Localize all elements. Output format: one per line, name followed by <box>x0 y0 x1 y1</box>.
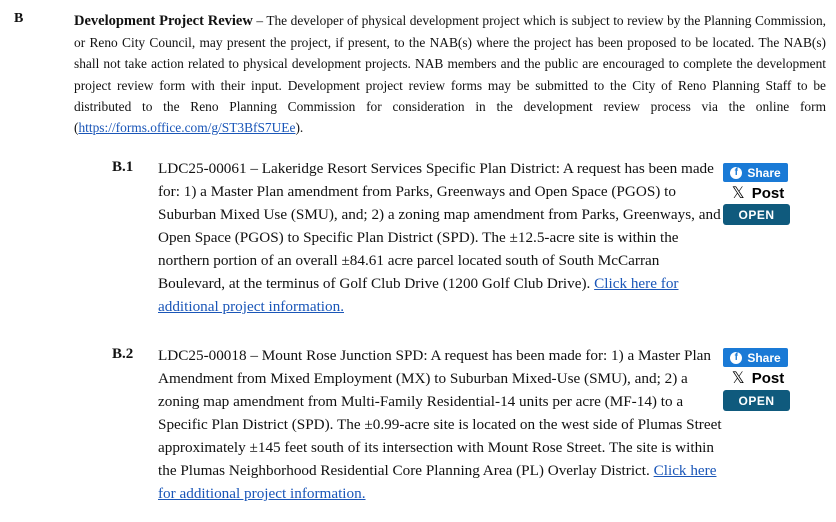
x-logo-icon: 𝕏 <box>731 370 745 387</box>
section-letter: B <box>14 11 24 26</box>
x-post-button[interactable] <box>727 368 789 388</box>
facebook-share-button[interactable] <box>723 348 788 367</box>
item-number-b2: B.2 <box>112 346 134 362</box>
share-label: Share <box>747 165 781 180</box>
form-link[interactable]: https://forms.office.com/g/ST3BfS7UEe <box>78 120 296 136</box>
item-description: LDC25-00061 – Lakeridge Resort Services Specific Plan District: A request has been made for: 1) a Master Plan amendment from Parks, Greenways and Open Space (PGOS) to Suburban Mixed Use (SMU), and; 2) a zoning map amendment from Parks, Greenways, and Open Space (PGOS) to Specific Plan District (SPD). The ±12.5-acre site is within the northern portion of an overall ±84.61 acre parcel located south of South McCarran Boulevard, at the terminus of Golf Club Drive (1200 Golf Club Drive). <box>158 160 721 292</box>
heading-dash: – <box>252 13 267 28</box>
item-text-b1 <box>158 157 723 318</box>
facebook-icon: f <box>730 352 742 364</box>
facebook-share-button[interactable] <box>723 163 788 182</box>
x-logo-icon: 𝕏 <box>731 185 745 202</box>
item-text-b2 <box>158 344 723 505</box>
intro-text-end: ). <box>295 120 304 136</box>
item-number-b1: B.1 <box>112 159 134 175</box>
share-label: Share <box>747 350 781 365</box>
open-button[interactable]: OPEN <box>723 390 790 411</box>
project-info-link[interactable]: Click here for additional project information. <box>158 462 717 502</box>
project-info-link[interactable]: Click here for additional project information. <box>158 275 679 315</box>
facebook-icon: f <box>730 167 742 179</box>
section-intro <box>74 10 826 138</box>
post-label: Post <box>751 184 785 202</box>
open-button[interactable]: OPEN <box>723 204 790 225</box>
intro-text: The developer of physical development project which is subject to review by the Planning Commission, or Reno City Council, may present the project, if present, to the NAB(s) where the project has been proposed to be located. The NAB(s) shall not take action related to physical development projects. NAB members and the public are encouraged to complete the development project review form with their input. Development project review forms may be submitted to the City of Reno Planning Staff to be distributed to the Reno Planning Commission for consideration in the development review process via the online form ( <box>74 13 827 136</box>
item-description: LDC25-00018 – Mount Rose Junction SPD: A request has been made for: 1) a Master Plan Amendment from Mixed Employment (MX) to Suburban Mixed-Use (SMU), and; 2) a zoning map amendment from Multi-Family Residential-14 units per acre (MF-14) to a Specific Plan District (SPD). The ±0.99-acre site is located on the west side of Plumas Street approximately ±145 feet south of its intersection with Mount Rose Street. The site is within the Plumas Neighborhood Residential Core Planning Area (PL) Overlay District. <box>158 347 722 479</box>
post-label: Post <box>751 369 785 387</box>
section-heading: Development Project Review <box>74 13 253 29</box>
x-post-button[interactable] <box>727 183 789 203</box>
